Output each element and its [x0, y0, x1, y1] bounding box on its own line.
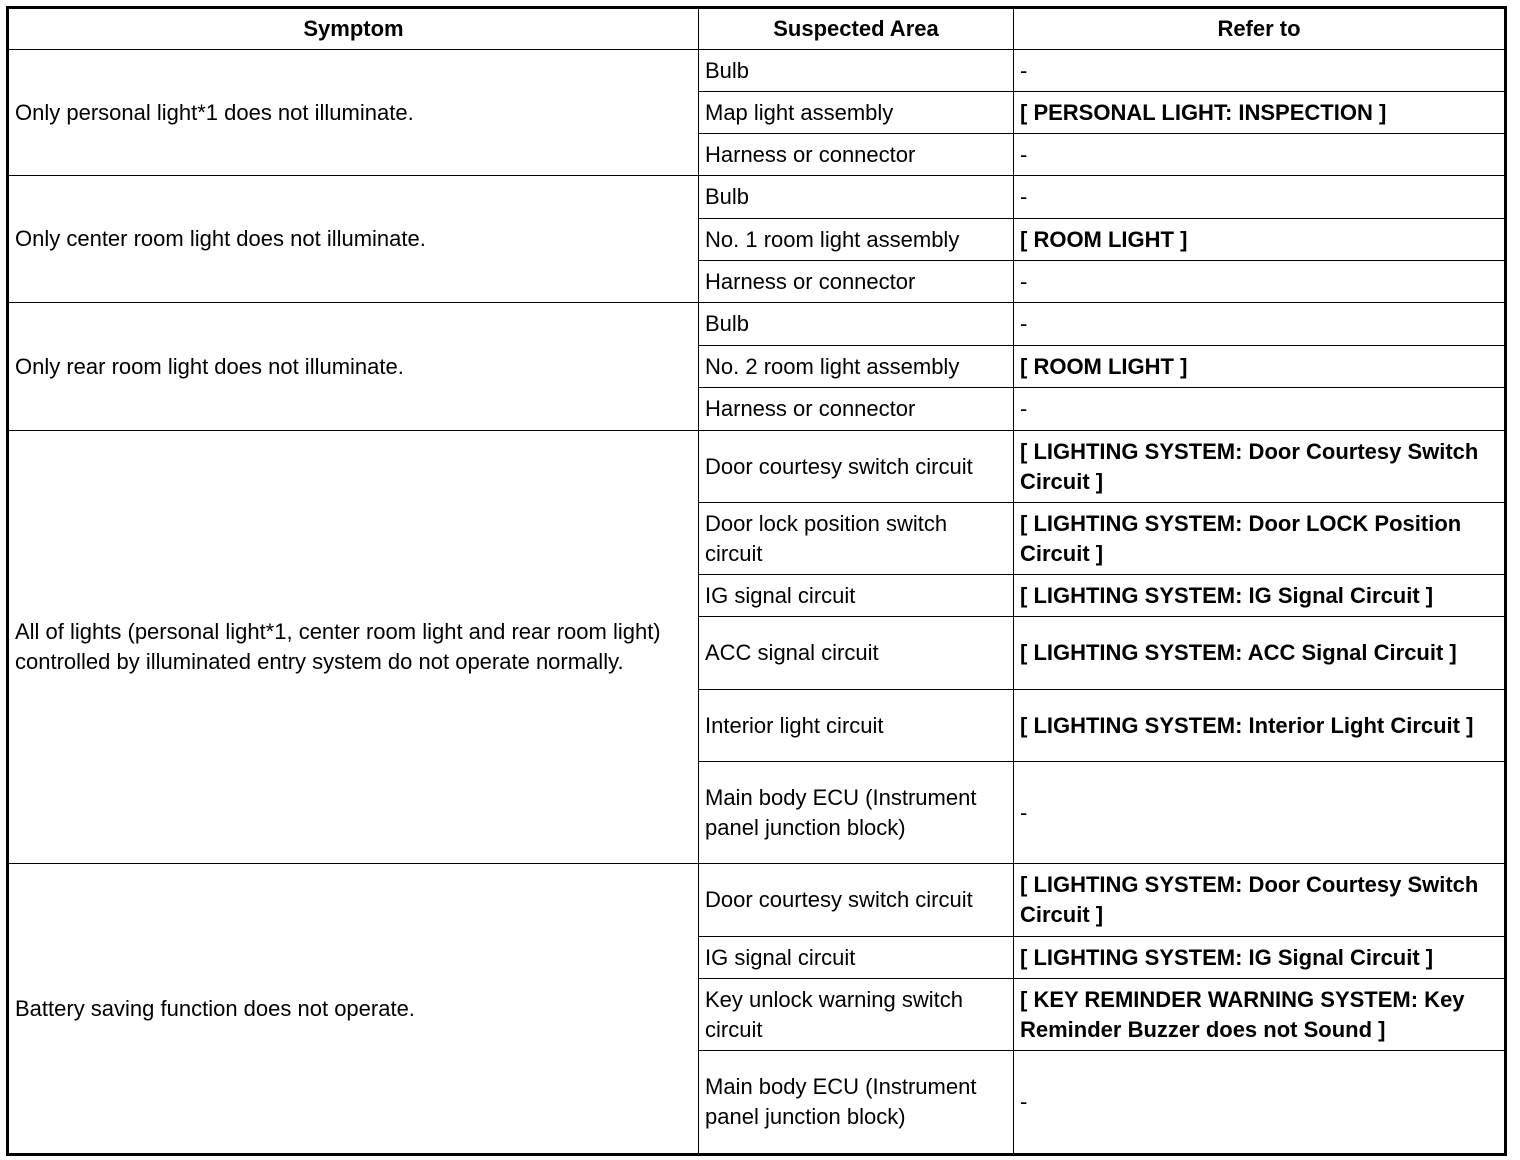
refer-to-cell: - — [1014, 303, 1506, 346]
refer-to-cell: - — [1014, 1051, 1506, 1155]
refer-to-cell: - — [1014, 261, 1506, 303]
suspected-area-cell: Door courtesy switch circuit — [699, 431, 1014, 503]
refer-to-link[interactable]: [ LIGHTING SYSTEM: Door Courtesy Switch Circuit ] — [1014, 431, 1506, 503]
suspected-area-cell: Map light assembly — [699, 92, 1014, 134]
symptom-cell: Battery saving function does not operate. — [8, 864, 699, 1155]
refer-to-link[interactable]: [ LIGHTING SYSTEM: Interior Light Circuit ] — [1014, 690, 1506, 762]
refer-to-link[interactable]: [ ROOM LIGHT ] — [1014, 219, 1506, 261]
refer-to-cell: - — [1014, 134, 1506, 176]
suspected-area-cell: Bulb — [699, 303, 1014, 346]
refer-to-link[interactable]: [ PERSONAL LIGHT: INSPECTION ] — [1014, 92, 1506, 134]
symptom-cell: Only personal light*1 does not illuminate. — [8, 50, 699, 176]
suspected-area-cell: No. 2 room light assembly — [699, 346, 1014, 388]
suspected-area-cell: Harness or connector — [699, 388, 1014, 431]
refer-to-cell: - — [1014, 388, 1506, 431]
refer-to-link[interactable]: [ LIGHTING SYSTEM: Door Courtesy Switch Circuit ] — [1014, 864, 1506, 937]
refer-to-link[interactable]: [ LIGHTING SYSTEM: ACC Signal Circuit ] — [1014, 617, 1506, 690]
refer-to-link[interactable]: [ KEY REMINDER WARNING SYSTEM: Key Reminder Buzzer does not Sound ] — [1014, 979, 1506, 1051]
suspected-area-cell: No. 1 room light assembly — [699, 219, 1014, 261]
suspected-area-cell: Main body ECU (Instrument panel junction block) — [699, 762, 1014, 864]
header-symptom: Symptom — [8, 8, 699, 50]
suspected-area-cell: ACC signal circuit — [699, 617, 1014, 690]
refer-to-cell: - — [1014, 50, 1506, 92]
symptom-cell: Only center room light does not illuminate. — [8, 176, 699, 303]
suspected-area-cell: Bulb — [699, 50, 1014, 92]
table-row — [8, 431, 1506, 503]
suspected-area-cell: IG signal circuit — [699, 937, 1014, 979]
refer-to-link[interactable]: [ LIGHTING SYSTEM: IG Signal Circuit ] — [1014, 937, 1506, 979]
table-row — [8, 303, 1506, 346]
refer-to-link[interactable]: [ LIGHTING SYSTEM: IG Signal Circuit ] — [1014, 575, 1506, 617]
table-row — [8, 176, 1506, 219]
symptom-cell: All of lights (personal light*1, center room light and rear room light) controlled by illuminated entry system do not operate normally. — [8, 431, 699, 864]
suspected-area-cell: Interior light circuit — [699, 690, 1014, 762]
refer-to-link[interactable]: [ ROOM LIGHT ] — [1014, 346, 1506, 388]
refer-to-link[interactable]: [ LIGHTING SYSTEM: Door LOCK Position Circuit ] — [1014, 503, 1506, 575]
suspected-area-cell: Harness or connector — [699, 134, 1014, 176]
troubleshooting-table — [6, 6, 1507, 1156]
suspected-area-cell: Harness or connector — [699, 261, 1014, 303]
header-refer-to: Refer to — [1014, 8, 1506, 50]
refer-to-cell: - — [1014, 176, 1506, 219]
table-row — [8, 50, 1506, 92]
table-row — [8, 864, 1506, 937]
suspected-area-cell: Key unlock warning switch circuit — [699, 979, 1014, 1051]
suspected-area-cell: Main body ECU (Instrument panel junction block) — [699, 1051, 1014, 1155]
symptom-cell: Only rear room light does not illuminate. — [8, 303, 699, 431]
header-suspected-area: Suspected Area — [699, 8, 1014, 50]
suspected-area-cell: Door courtesy switch circuit — [699, 864, 1014, 937]
suspected-area-cell: IG signal circuit — [699, 575, 1014, 617]
refer-to-cell: - — [1014, 762, 1506, 864]
suspected-area-cell: Door lock position switch circuit — [699, 503, 1014, 575]
suspected-area-cell: Bulb — [699, 176, 1014, 219]
header-row — [8, 8, 1506, 50]
